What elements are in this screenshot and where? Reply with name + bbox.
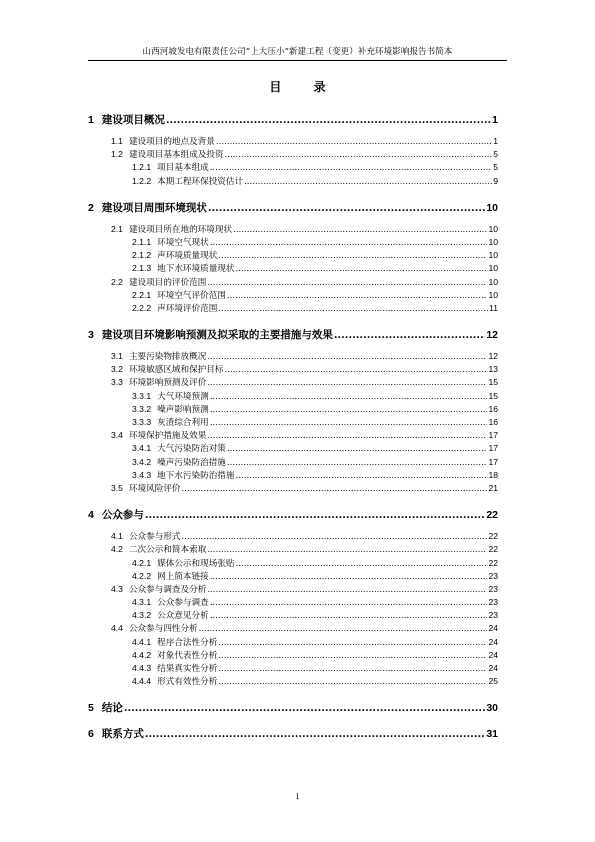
toc-dot-leader xyxy=(166,114,491,126)
toc-dot-leader xyxy=(227,444,488,454)
toc-entry-level-3[interactable] xyxy=(88,557,498,570)
toc-dot-leader xyxy=(227,291,488,301)
toc-entry-page: 22 xyxy=(488,544,498,555)
toc-entry-page: 1 xyxy=(492,114,498,126)
toc-entry-number: 3.3 xyxy=(111,377,123,388)
toc-entry-number: 4.1 xyxy=(111,531,123,542)
toc-entry-level-3[interactable] xyxy=(88,390,498,403)
toc-entry-title: 环境敏感区域和保护目标 xyxy=(128,365,224,376)
toc-entry-number: 2.1.2 xyxy=(132,250,152,261)
toc-entry-number: 2.2.1 xyxy=(132,289,152,300)
toc-entry-title: 结果真实性分析 xyxy=(157,664,218,674)
toc-entry-number: 3.4 xyxy=(111,430,123,441)
toc-entry-title: 环境影响预测及评价 xyxy=(128,378,207,389)
toc-entry-page: 25 xyxy=(488,676,498,687)
toc-entry-level-3[interactable] xyxy=(88,403,498,416)
toc-dot-leader xyxy=(244,177,492,187)
toc-entry-page: 23 xyxy=(488,610,498,621)
toc-entry-title: 地下水环境质量现状 xyxy=(157,264,235,275)
toc-entry-level-3[interactable] xyxy=(88,161,498,174)
toc-entry-page: 9 xyxy=(493,175,498,186)
toc-dot-leader xyxy=(182,484,488,494)
toc-entry-number: 2.1.3 xyxy=(132,263,152,274)
toc-entry-page: 17 xyxy=(488,430,498,441)
toc-entry-level-2[interactable] xyxy=(88,376,498,389)
toc-entry-title: 建设项目概况 xyxy=(101,114,165,126)
toc-entry-number: 3.3.1 xyxy=(132,390,152,401)
toc-entry-number: 3.3.2 xyxy=(132,403,152,414)
toc-entry-level-3[interactable] xyxy=(88,596,498,609)
toc-entry-page: 10 xyxy=(488,276,498,287)
toc-dot-leader xyxy=(210,611,488,621)
toc-dot-leader xyxy=(210,405,488,415)
toc-entry-page: 30 xyxy=(486,702,498,715)
toc-entry-level-2[interactable] xyxy=(88,148,498,161)
toc-entry-title: 联系方式 xyxy=(101,728,144,741)
toc-entry-level-1[interactable] xyxy=(88,507,498,521)
toc-entry-level-3[interactable] xyxy=(88,289,498,302)
toc-entry-number: 3.4.1 xyxy=(132,443,152,454)
toc-entry-level-3[interactable] xyxy=(88,442,498,455)
toc-entry-level-1[interactable] xyxy=(88,112,498,126)
toc-entry-title: 建设项目的评价范围 xyxy=(128,277,207,288)
toc-dot-leader xyxy=(210,238,488,248)
toc-dot-leader xyxy=(227,458,488,468)
toc-entry-page: 13 xyxy=(488,364,498,375)
toc-entry-title: 大气环境预测 xyxy=(157,391,209,402)
toc-entry-title: 建设项目周围环境现状 xyxy=(101,201,207,214)
toc-entry-page: 10 xyxy=(488,289,498,300)
toc-entry-title: 环境保护措施及效果 xyxy=(128,431,207,442)
toc-dot-leader xyxy=(218,251,487,261)
toc-entry-title: 公众参与形式 xyxy=(128,532,181,543)
toc-entry-title: 建设项目所在地的环境现状 xyxy=(128,224,233,235)
toc-entry-page: 23 xyxy=(488,570,498,581)
toc-entry-level-2[interactable] xyxy=(88,482,498,495)
toc-dot-leader xyxy=(207,545,487,555)
toc-entry-page: 24 xyxy=(488,663,498,673)
toc-entry-level-1[interactable] xyxy=(88,327,498,341)
toc-entry-number: 1.2 xyxy=(111,149,123,160)
toc-entry-number: 4.4.3 xyxy=(132,663,152,673)
toc-entry-level-1[interactable] xyxy=(88,200,498,214)
toc-dot-leader xyxy=(207,431,487,441)
toc-entry-number: 4.2.1 xyxy=(132,557,152,568)
toc-entry-page: 22 xyxy=(488,557,498,568)
header-rule xyxy=(88,60,507,61)
toc-entry-number: 3.3.3 xyxy=(132,417,152,427)
toc-entry-page: 10 xyxy=(488,236,498,247)
toc-entry-title: 形式有效性分析 xyxy=(157,677,218,688)
toc-dot-leader xyxy=(208,202,485,214)
toc-entry-title: 噪声影响预测 xyxy=(157,404,209,415)
toc-entry-number: 5 xyxy=(88,702,94,715)
toc-entry-level-2[interactable] xyxy=(88,622,498,635)
toc-dot-leader xyxy=(218,638,487,648)
toc-entry-level-2[interactable] xyxy=(88,350,498,363)
toc-entry-title: 公众意见分析 xyxy=(157,611,209,622)
toc-entry-title: 项目基本组成 xyxy=(157,163,209,174)
toc-entry-page: 24 xyxy=(488,636,498,647)
toc-entry-title: 结论 xyxy=(101,702,123,715)
toc-entry-page: 16 xyxy=(488,403,498,414)
toc-entry-number: 3.1 xyxy=(111,351,123,362)
toc-entry-title: 环境风险评价 xyxy=(128,483,181,494)
toc-entry-level-2[interactable] xyxy=(88,429,498,442)
toc-entry-title: 网上简本链接 xyxy=(157,571,209,582)
toc-entry-page: 17 xyxy=(488,443,498,454)
toc-dot-leader xyxy=(210,392,488,402)
page-number: i xyxy=(296,792,299,802)
toc-dot-leader xyxy=(218,304,488,314)
toc-dot-leader xyxy=(210,572,488,582)
toc-entry-number: 3 xyxy=(88,329,94,342)
toc-entry-page: 5 xyxy=(493,149,498,160)
toc-entry-page: 22 xyxy=(486,509,498,522)
toc-entry-level-3[interactable] xyxy=(88,236,498,249)
running-header: 山西河坡发电有限责任公司“上大压小”新建工程（变更）补充环境影响报告书简本 xyxy=(142,47,453,57)
toc-dot-leader xyxy=(207,585,487,595)
toc-dot-leader xyxy=(145,728,485,740)
toc-entry-page: 24 xyxy=(488,623,498,634)
toc-title: 目 录 xyxy=(269,80,340,94)
toc-entry-title: 地下水污染防治措施 xyxy=(157,470,235,481)
toc-dot-leader xyxy=(233,225,487,235)
toc-entry-level-2[interactable] xyxy=(88,223,498,236)
toc-entry-page: 23 xyxy=(488,583,498,594)
toc-entry-page: 10 xyxy=(488,250,498,261)
toc-entry-level-3[interactable] xyxy=(88,456,498,469)
toc-entry-title: 对象代表性分析 xyxy=(157,650,218,661)
toc-entry-title: 公众参与调查及分析 xyxy=(128,584,207,595)
toc-entry-title: 声环境质量现状 xyxy=(157,251,218,262)
toc-entry-level-3[interactable] xyxy=(88,262,498,275)
toc-entry-number: 3.4.3 xyxy=(132,469,152,480)
toc-entry-level-3[interactable] xyxy=(88,675,498,688)
toc-dot-leader xyxy=(210,418,488,428)
toc-entry-number: 4.3.2 xyxy=(132,610,152,621)
toc-entry-page: 10 xyxy=(488,223,498,234)
toc-entry-page: 15 xyxy=(488,377,498,388)
toc-entry-title: 环境空气评价范围 xyxy=(157,290,226,301)
toc-entry-level-3[interactable] xyxy=(88,302,498,315)
toc-dot-leader xyxy=(210,163,493,173)
toc-entry-number: 3.2 xyxy=(111,364,123,375)
toc-dot-leader xyxy=(145,509,485,521)
toc-entry-number: 3.5 xyxy=(111,482,123,493)
toc-dot-leader xyxy=(207,352,487,362)
toc-dot-leader xyxy=(235,471,487,481)
toc-dot-leader xyxy=(218,664,487,674)
toc-entry-number: 6 xyxy=(88,728,94,741)
toc-entry-page: 17 xyxy=(488,456,498,467)
toc-entry-number: 1.2.2 xyxy=(132,175,152,186)
toc-entry-number: 2.1.1 xyxy=(132,236,152,247)
toc-entry-level-1[interactable] xyxy=(88,726,498,740)
toc-entry-number: 4 xyxy=(88,509,94,522)
toc-entry-title: 公众参与 xyxy=(101,509,144,522)
toc-dot-leader xyxy=(235,264,487,274)
toc-entry-title: 公众参与调查 xyxy=(157,598,209,609)
toc-entry-level-3[interactable] xyxy=(88,469,498,482)
toc-entry-title: 建设项目环境影响预测及拟采取的主要措施与效果 xyxy=(101,329,333,342)
table-of-contents xyxy=(88,112,498,749)
toc-entry-level-1[interactable] xyxy=(88,700,498,714)
toc-entry-number: 1 xyxy=(88,114,94,126)
toc-entry-title: 媒体公示和现场张贴 xyxy=(157,558,235,569)
toc-entry-title: 大气污染防治对策 xyxy=(157,444,226,455)
toc-entry-title: 环境空气现状 xyxy=(157,237,209,248)
toc-entry-title: 建设项目基本组成及投资 xyxy=(128,150,224,161)
toc-entry-page: 15 xyxy=(488,390,498,401)
toc-dot-leader xyxy=(225,150,493,160)
toc-entry-number: 2.1 xyxy=(111,223,123,234)
toc-entry-level-2[interactable] xyxy=(88,135,498,148)
toc-dot-leader xyxy=(218,651,487,661)
toc-entry-number: 2 xyxy=(88,201,94,214)
toc-entry-level-2[interactable] xyxy=(88,543,498,556)
toc-entry-page: 5 xyxy=(493,162,498,173)
toc-entry-number: 2.2 xyxy=(111,276,123,287)
toc-dot-leader xyxy=(210,598,488,608)
toc-entry-number: 1.1 xyxy=(111,136,123,146)
toc-entry-level-3[interactable] xyxy=(88,609,498,622)
toc-dot-leader xyxy=(216,137,492,147)
toc-entry-level-3[interactable] xyxy=(88,662,498,675)
toc-entry-number: 4.4.2 xyxy=(132,649,152,660)
toc-entry-title: 公众参与四性分析 xyxy=(128,624,198,635)
toc-entry-level-2[interactable] xyxy=(88,583,498,596)
toc-dot-leader xyxy=(199,624,488,634)
toc-entry-title: 灰渣综合利用 xyxy=(157,418,209,428)
toc-entry-title: 程序合法性分析 xyxy=(157,637,218,648)
toc-entry-number: 4.4 xyxy=(111,623,123,634)
toc-entry-number: 2.2.2 xyxy=(132,302,152,313)
toc-entry-number: 4.2.2 xyxy=(132,570,152,581)
toc-dot-leader xyxy=(207,278,487,288)
toc-entry-level-3[interactable] xyxy=(88,416,498,429)
toc-entry-title: 本期工程环保投资估计 xyxy=(157,176,244,187)
toc-dot-leader xyxy=(124,702,485,714)
toc-entry-level-3[interactable] xyxy=(88,249,498,262)
toc-entry-page: 12 xyxy=(486,329,498,342)
toc-dot-leader xyxy=(225,365,488,375)
toc-entry-number: 4.4.4 xyxy=(132,676,152,687)
toc-entry-title: 主要污染物排放概况 xyxy=(128,352,207,363)
toc-entry-page: 21 xyxy=(488,482,498,493)
toc-entry-level-3[interactable] xyxy=(88,636,498,649)
toc-dot-leader xyxy=(182,532,488,542)
toc-entry-page: 16 xyxy=(488,417,498,427)
toc-entry-page: 11 xyxy=(489,302,498,313)
toc-entry-level-2[interactable] xyxy=(88,363,498,376)
toc-entry-title: 噪声污染防治措施 xyxy=(157,457,226,468)
toc-entry-level-2[interactable] xyxy=(88,530,498,543)
toc-entry-number: 4.3 xyxy=(111,583,123,594)
toc-entry-number: 4.4.1 xyxy=(132,636,152,647)
toc-dot-leader xyxy=(235,559,487,569)
toc-entry-page: 10 xyxy=(486,201,498,214)
toc-entry-level-3[interactable] xyxy=(88,649,498,662)
toc-entry-title: 声环境评价范围 xyxy=(157,303,218,314)
toc-entry-level-3[interactable] xyxy=(88,570,498,583)
toc-dot-leader xyxy=(218,677,487,687)
toc-entry-page: 23 xyxy=(488,597,498,608)
toc-entry-number: 3.4.2 xyxy=(132,456,152,467)
toc-entry-level-3[interactable] xyxy=(88,175,498,188)
toc-dot-leader xyxy=(207,378,487,388)
toc-entry-title: 二次公示和简本索取 xyxy=(128,545,207,556)
toc-dot-leader xyxy=(334,329,485,341)
toc-entry-level-2[interactable] xyxy=(88,276,498,289)
toc-entry-page: 31 xyxy=(486,728,498,741)
toc-entry-number: 4.2 xyxy=(111,544,123,555)
toc-entry-title: 建设项目的地点及背景 xyxy=(128,137,215,147)
toc-entry-page: 1 xyxy=(493,136,498,146)
toc-entry-number: 1.2.1 xyxy=(132,162,152,173)
toc-entry-page: 24 xyxy=(488,649,498,660)
toc-entry-page: 18 xyxy=(488,469,498,480)
toc-entry-number: 4.3.1 xyxy=(132,597,152,608)
toc-entry-page: 12 xyxy=(488,351,498,362)
toc-entry-page: 10 xyxy=(488,263,498,274)
toc-entry-page: 22 xyxy=(488,531,498,542)
